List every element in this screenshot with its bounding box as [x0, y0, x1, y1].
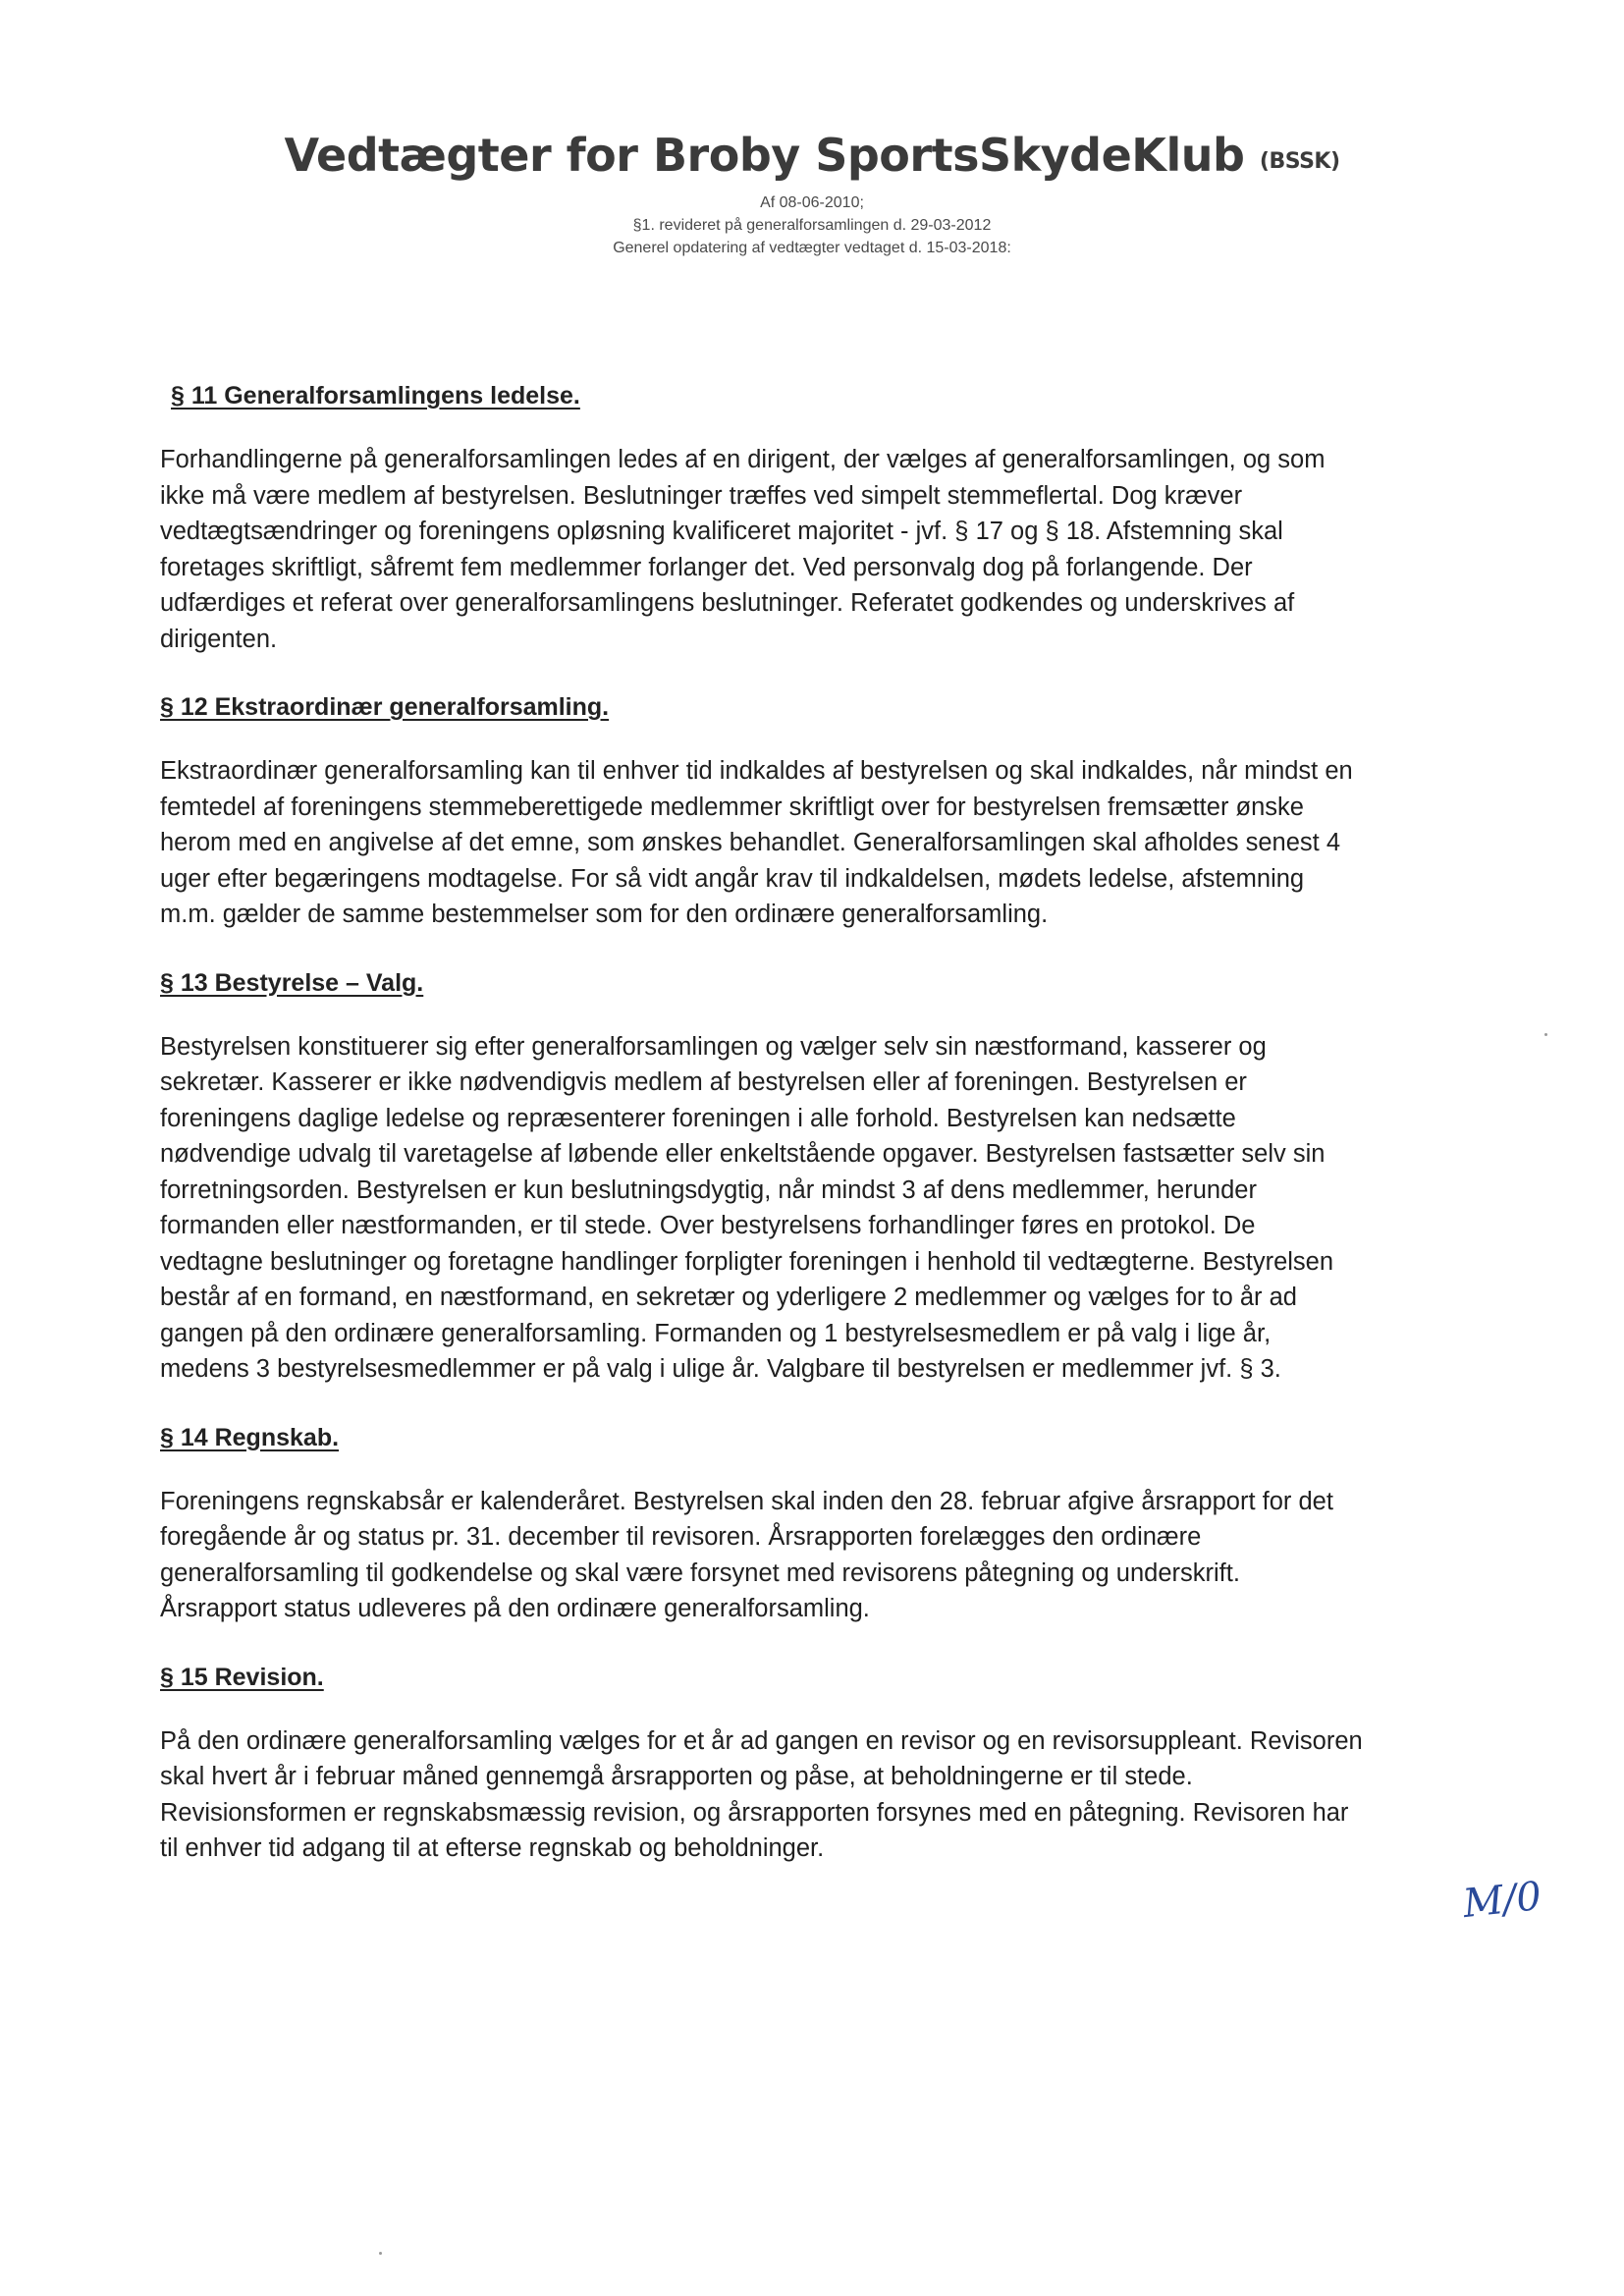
section-15: [160, 1661, 1446, 1867]
section-paragraph: Forhandlingerne på generalforsamlingen ledes af en dirigent, der vælges af generalforsamlingen, og som ikke må være medlem af bestyrelsen. Beslutninger træffes ved simpelt stemmeflertal. Dog kræver vedtægtsændringer og foreningens opløsning kvalificeret majoritet - jvf. § 17 og § 18. Afstemning skal foretages skriftligt, såfremt fem medlemmer forlanger det. Ved personvalg dog på forlangende. Der udfærdiges et referat over generalforsamlingens beslutninger. Referatet godkendes og underskrives af dirigenten.: [160, 446, 1326, 653]
section-paragraph: Bestyrelsen konstituerer sig efter generalforsamlingen og vælger selv sin næstformand, kasserer og sekretær. Kasserer er ikke nødvendigvis medlem af bestyrelsen eller af foreningen. Bestyrelsen er foreningens daglige ledelse og repræsenterer foreningen i alle forhold. Bestyrelsen kan nedsætte nødvendige udvalg til varetagelse af løbende eller enkeltstående opgaver. Bestyrelsen fastsætter selv sin forretningsorden. Bestyrelsen er kun beslutningsdygtig, når mindst 3 af dens medlemmer, herunder formanden eller næstformanden, er til stede. Over bestyrelsens forhandlinger føres en protokol. De vedtagne beslutninger og foretagne handlinger forpligter foreningen i henhold til vedtægterne. Bestyrelsen består af en formand, en næstformand, en sekretær og yderligere 2 medlemmer og vælges for to år ad gangen på den ordinære generalforsamling. Formanden og 1 bestyrelsesmedlem er på valg i lige år, medens 3 bestyrelsesmedlemmer er på valg i ulige år. Valgbare til bestyrelsen er medlemmer jvf. § 3.: [160, 1032, 1334, 1383]
section-12: [160, 690, 1446, 933]
document-body: [160, 373, 1446, 1900]
section-14: [160, 1421, 1446, 1627]
scan-speck: [379, 2252, 382, 2255]
section-11: [160, 379, 1446, 657]
meta-line: §1. revideret på generalforsamlingen d. 29-03-2012: [632, 217, 992, 234]
section-heading: § 15 Revision.: [160, 1663, 324, 1691]
meta-line: Af 08-06-2010;: [760, 194, 864, 211]
title-suffix: (BSSK): [1259, 149, 1340, 174]
section-heading: § 13 Bestyrelse – Valg.: [160, 968, 424, 997]
document-title: [0, 126, 1624, 191]
section-13: [160, 966, 1446, 1388]
section-paragraph: Ekstraordinær generalforsamling kan til enhver tid indkaldes af bestyrelsen og skal indkaldes, når mindst en femtedel af foreningens stemmeberettigede medlemmer skriftligt over for bestyrelsen fremsætter ønske herom med en angivelse af det emne, som ønskes behandlet. Generalforsamlingen skal afholdes senest 4 uger efter begæringens modtagelse. For så vidt angår krav til indkaldelsen, mødets ledelse, afstemning m.m. gælder de samme bestemmelser som for den ordinære generalforsamling.: [160, 757, 1353, 928]
section-paragraph: Foreningens regnskabsår er kalenderåret. Bestyrelsen skal inden den 28. februar afgive årsrapport for det foregående år og status pr. 31. december til revisoren. Årsrapporten forelægges den ordinære generalforsamling til godkendelse og skal være forsynet med revisorens påtegning og underskrift. Årsrapport status udleveres på den ordinære generalforsamling.: [160, 1487, 1333, 1622]
section-paragraph: På den ordinære generalforsamling vælges for et år ad gangen en revisor og en revisorsuppleant. Revisoren skal hvert år i februar måned gennemgå årsrapporten og påse, at beholdningerne er til stede. Revisionsformen er regnskabsmæssig revision, og årsrapporten forsynes med en påtegning. Revisoren har til enhver tid adgang til at efterse regnskab og beholdninger.: [160, 1726, 1363, 1862]
title-text: Vedtægter for Broby SportsSkydeKlub: [284, 129, 1245, 182]
scan-speck: [1544, 1033, 1547, 1036]
section-heading: § 11 Generalforsamlingens ledelse.: [171, 382, 580, 410]
section-heading: § 14 Regnskab.: [160, 1423, 340, 1451]
handwritten-initials: M/0: [1460, 1873, 1544, 1928]
section-heading: § 12 Ekstraordinær generalforsamling.: [160, 693, 610, 721]
document-header: [0, 126, 1624, 259]
meta-line: Generel opdatering af vedtægter vedtaget d. 15-03-2018:: [613, 240, 1011, 256]
